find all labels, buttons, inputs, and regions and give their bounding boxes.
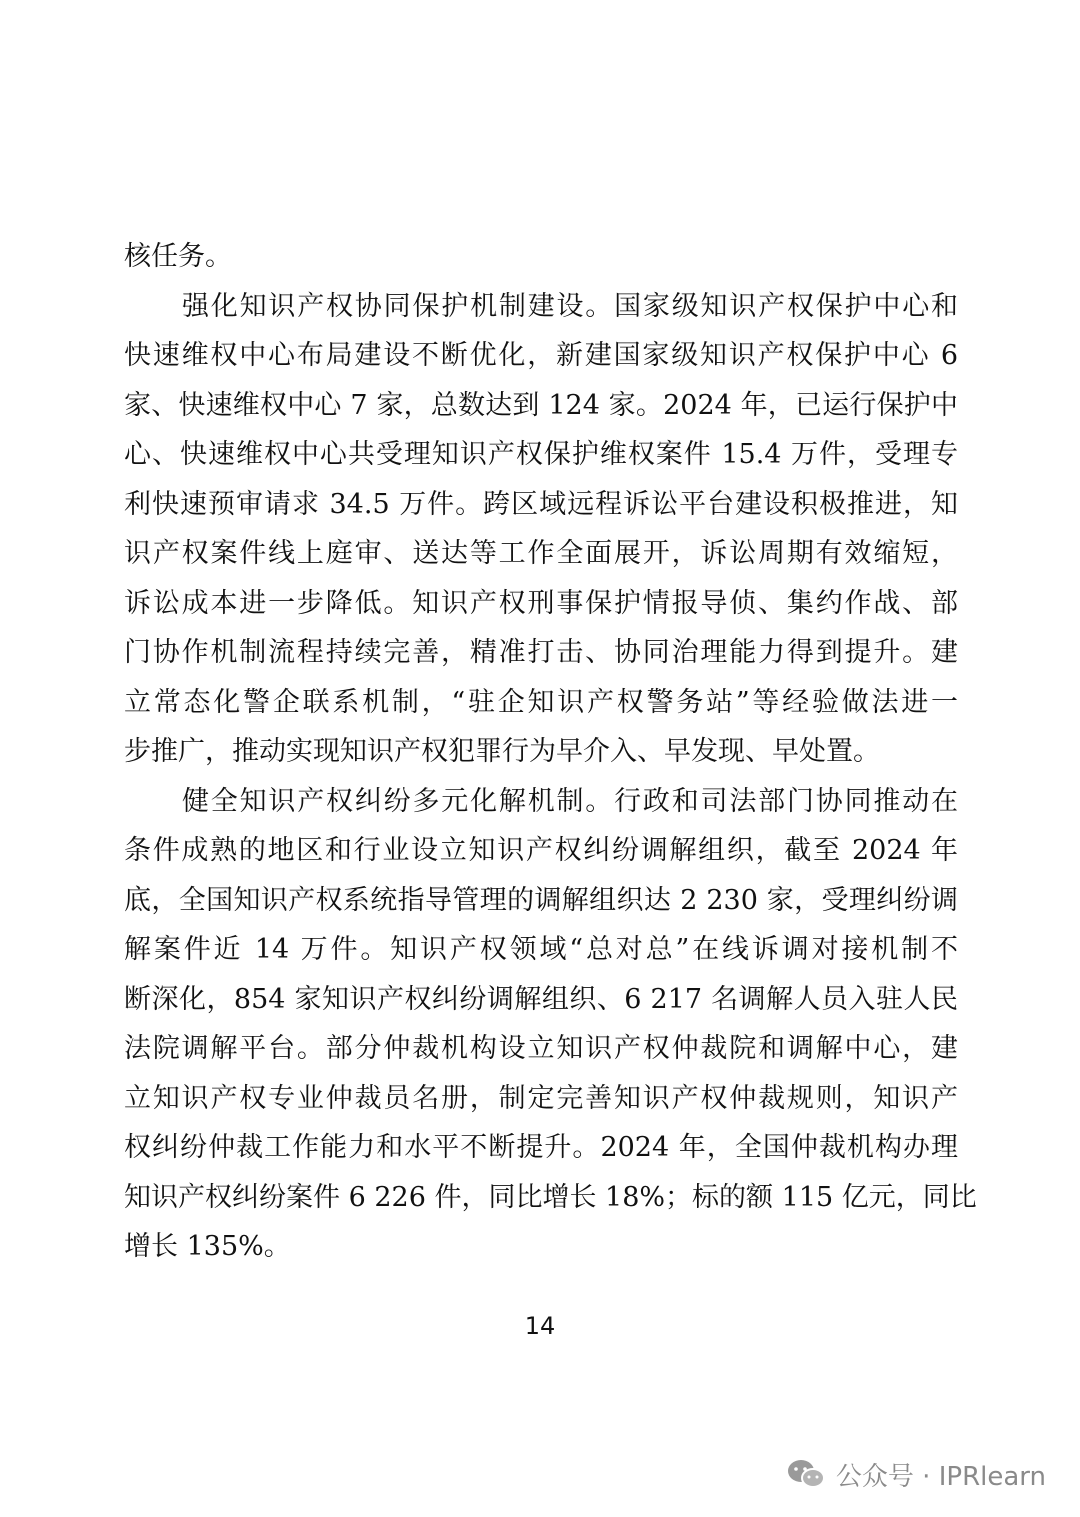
text-line: 诉讼成本进一步降低。知识产权刑事保护情报导侦、集约作战、部 [124,587,958,619]
text-line: 断深化，854 家知识产权纠纷调解组织、6 217 名调解人员入驻人民 [124,983,958,1015]
body-text [124,232,977,1272]
page-number: 14 [524,1312,556,1340]
text-line: 立知识产权专业仲裁员名册，制定完善知识产权仲裁规则，知识产 [124,1082,958,1114]
text-line: 增长 135%。 [124,1231,291,1262]
watermark-text: 公众号 · IPRlearn [835,1461,1046,1492]
wechat-icon [786,1457,826,1491]
text-line: 立常态化警企联系机制，“驻企知识产权警务站”等经验做法进一 [124,686,958,718]
text-line: 强化知识产权协同保护机制建设。国家级知识产权保护中心和 [182,290,958,322]
text-line: 心、快速维权中心共受理知识产权保护维权案件 15.4 万件，受理专 [124,439,958,470]
text-line: 家、快速维权中心 7 家，总数达到 124 家。2024 年，已运行保护中 [124,389,958,421]
text-line: 快速维权中心布局建设不断优化，新建国家级知识产权保护中心 6 [124,340,958,371]
text-line: 核任务。 [124,241,232,272]
text-line: 步推广，推动实现知识产权犯罪行为早介入、早发现、早处置。 [124,736,880,767]
watermark [786,1454,1046,1494]
text-line: 健全知识产权纠纷多元化解机制。行政和司法部门协同推动在 [182,785,958,817]
text-line: 法院调解平台。部分仲裁机构设立知识产权仲裁院和调解中心，建 [124,1033,958,1064]
text-line: 门协作机制流程持续完善，精准打击、协同治理能力得到提升。建 [124,637,958,668]
text-line: 条件成熟的地区和行业设立知识产权纠纷调解组织，截至 2024 年 [124,835,958,866]
text-line: 利快速预审请求 34.5 万件。跨区域远程诉讼平台建设积极推进，知 [124,488,958,520]
text-line: 知识产权纠纷案件 6 226 件，同比增长 18%；标的额 115 亿元，同比 [124,1181,977,1213]
text-line: 识产权案件线上庭审、送达等工作全面展开，诉讼周期有效缩短， [124,538,958,569]
text-line: 解案件近 14 万件。知识产权领域“总对总”在线诉调对接机制不 [124,934,958,965]
text-line: 底，全国知识产权系统指导管理的调解组织达 2 230 家，受理纠纷调 [124,884,958,916]
text-line: 权纠纷仲裁工作能力和水平不断提升。2024 年，全国仲裁机构办理 [124,1132,958,1163]
